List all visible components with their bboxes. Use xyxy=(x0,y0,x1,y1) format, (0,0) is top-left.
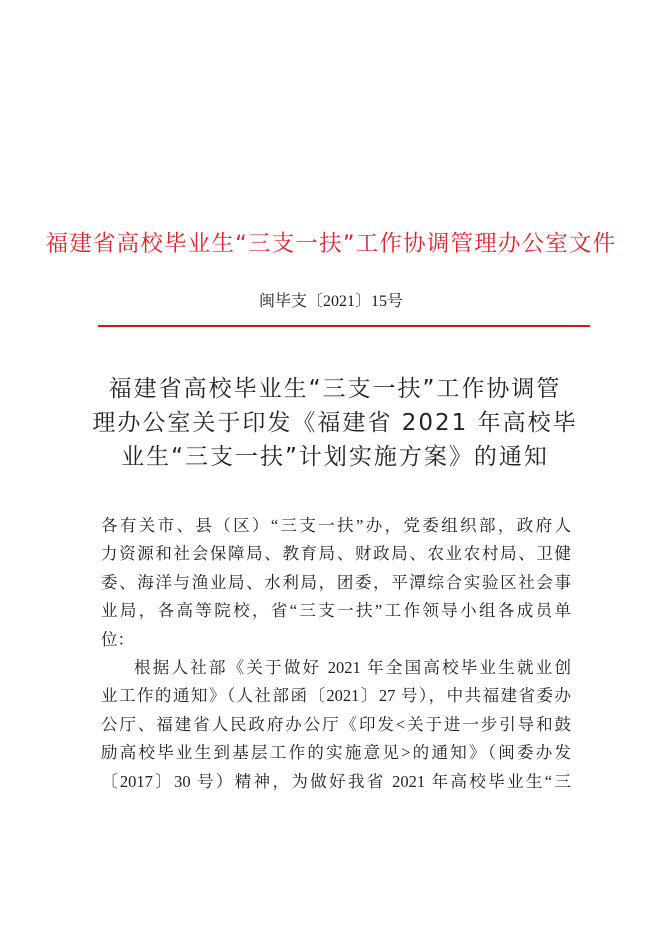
body-paragraph xyxy=(101,654,571,796)
paragraph-line: 根据人社部《关于做好 2021 年全国高校毕业生就业创 xyxy=(134,657,571,677)
document-body xyxy=(101,512,571,796)
issuer-header-title: 福建省高校毕业生“三支一扶”工作协调管理办公室文件 xyxy=(45,231,617,257)
salutation-line: 位： xyxy=(101,629,134,649)
paragraph-line: 业工作的通知》（人社部函〔2021〕27 号），中共福建省委办 xyxy=(101,686,571,706)
title-line: 业生“三支一扶”计划实施方案》的通知 xyxy=(121,444,549,470)
title-line: 理办公室关于印发《福建省 2021 年高校毕 xyxy=(92,410,578,436)
paragraph-line: 励高校毕业生到基层工作的实施意见>的通知》（闽委办发 xyxy=(101,743,571,763)
paragraph-line: 公厅、福建省人民政府办公厅《印发<关于进一步引导和鼓 xyxy=(101,714,571,734)
document-number: 闽毕支〔2021〕15号 xyxy=(258,293,403,310)
salutation xyxy=(101,512,571,654)
paragraph-line: 〔2017〕30 号）精神，为做好我省 2021 年高校毕业生“三 xyxy=(101,771,571,791)
title-line: 福建省高校毕业生“三支一扶”工作协调管 xyxy=(108,376,562,402)
salutation-line: 力资源和社会保障局、教育局、财政局、农业农村局、卫健 xyxy=(101,544,571,564)
salutation-line: 业局，各高等院校，省“三支一扶”工作领导小组各成员单 xyxy=(101,601,571,621)
document-title xyxy=(90,372,580,474)
salutation-line: 委、海洋与渔业局、水利局，团委，平潭综合实验区社会事 xyxy=(101,572,571,592)
red-header-rule xyxy=(98,325,590,327)
salutation-line: 各有关市、县（区）“三支一扶”办，党委组织部，政府人 xyxy=(101,516,571,535)
